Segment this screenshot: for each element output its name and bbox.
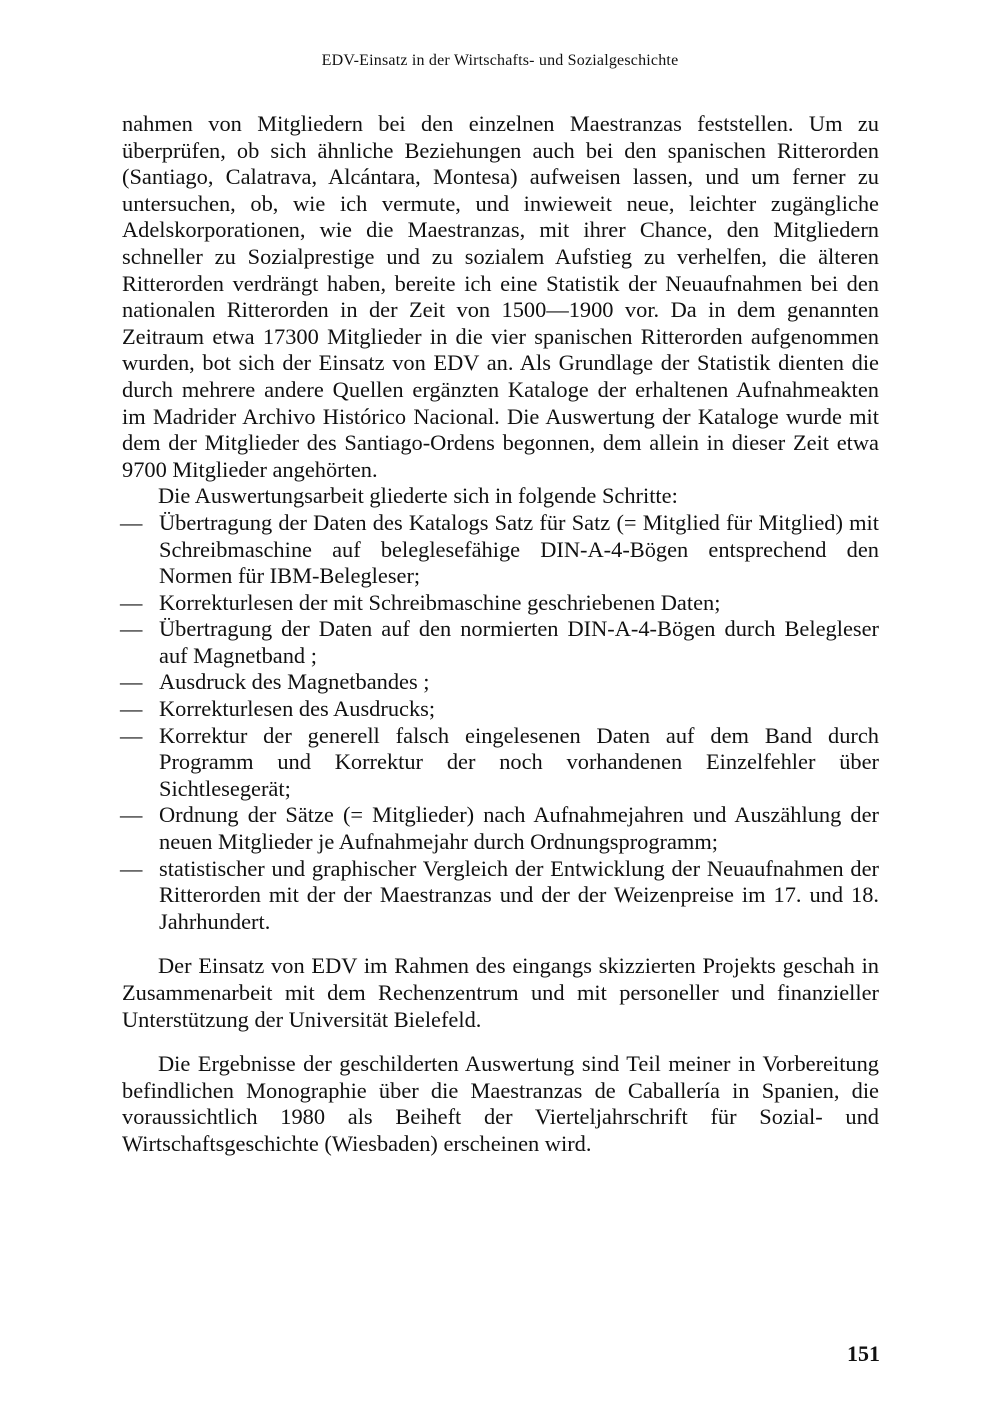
list-item: [122, 616, 879, 669]
steps-list: [122, 510, 879, 936]
dash-bullet: —: [120, 802, 143, 828]
list-item-text: Korrekturlesen der mit Schreibmaschine geschriebenen Daten;: [159, 589, 721, 615]
paragraph-edv-cooperation: Der Einsatz von EDV im Rahmen des eingangs skizzierten Projekts geschah in Zusammenarbeit mit dem Rechenzentrum und mit personeller und finanzieller Unterstützung der Universität Bielefeld.: [122, 953, 879, 1032]
paragraph-continuation: nahmen von Mitgliedern bei den einzelnen Maestranzas feststellen. Um zu überprüfen, ob sich ähnliche Beziehungen auch bei den spanischen Ritterorden (Santiago, Calatrava, Alcántara, Montesa) aufweisen lassen, und um ferner zu untersuchen, ob, wie ich vermute, und inwieweit neue, leichter zugängliche Adelskorporationen, wie die Maestranzas, mit ihrer Chance, den Mitgliedern schneller zu Sozialprestige und zu sozialem Aufstieg zu verhelfen, die älteren Ritterorden verdrängt haben, bereite ich eine Statistik der Neuaufnahmen bei den nationalen Ritterorden in der Zeit von 1500—1900 vor. Da in dem genannten Zeitraum etwa 17300 Mitglieder in die vier spanischen Ritterorden aufgenommen wurden, bot sich der Einsatz von EDV an. Als Grundlage der Statistik dienten die durch mehrere andere Quellen ergänzten Kataloge der erhaltenen Aufnahmeakten im Madrider Archivo Histórico Nacional. Die Auswertung der Kataloge wurde mit dem der Mitglieder des Santiago-Ordens begonnen, dem allein in dieser Zeit etwa 9700 Mitglieder angehörten.: [122, 111, 879, 482]
list-item: [122, 669, 879, 696]
page-number: 151: [847, 1341, 880, 1366]
body-text: [122, 111, 879, 1158]
dash-bullet: —: [120, 855, 143, 881]
dash-bullet: —: [120, 589, 143, 615]
dash-bullet: —: [120, 616, 143, 642]
list-item: [122, 696, 879, 723]
dash-bullet: —: [120, 696, 143, 722]
list-item-text: Ordnung der Sätze (= Mitglieder) nach Aufnahmejahren und Auszählung der neuen Mitglieder je Aufnahmejahr durch Ordnungsprogramm;: [159, 802, 879, 855]
list-item-text: Ausdruck des Magnetbandes ;: [159, 669, 430, 695]
paragraph-steps-intro: Die Auswertungsarbeit gliederte sich in folgende Schritte:: [158, 483, 678, 509]
dash-bullet: —: [120, 722, 143, 748]
list-item: [122, 723, 879, 803]
list-item-text: Übertragung der Daten auf den normierten DIN-A-4-Bögen durch Belegleser auf Magnetband ;: [159, 616, 879, 668]
list-item-text: Korrektur der generell falsch eingelesenen Daten auf dem Band durch Programm und Korrektur der noch vorhandenen Einzelfehler über Sichtlesegerät;: [159, 722, 879, 801]
dash-bullet: —: [120, 509, 143, 535]
list-item: [122, 856, 879, 936]
dash-bullet: —: [120, 669, 143, 695]
running-header: EDV-Einsatz in der Wirtschafts- und Sozialgeschichte: [321, 52, 679, 69]
list-item-text: Korrekturlesen des Ausdrucks;: [159, 696, 436, 722]
list-item: [122, 802, 879, 855]
paragraph-results: Die Ergebnisse der geschilderten Auswertung sind Teil meiner in Vorbereitung befindlichen Monographie über die Maestranzas de Caballería in Spanien, die voraussichtlich 1980 als Beiheft der Vierteljahrschrift für Sozial- und Wirtschaftsgeschichte (Wiesbaden) erscheinen wird.: [122, 1051, 879, 1156]
list-item: [122, 590, 879, 617]
list-item-text: Übertragung der Daten des Katalogs Satz für Satz (= Mitglied für Mitglied) mit Schreibmaschine auf beleglesefähige DIN-A-4-Bögen entsprechend den Normen für IBM-Belegleser;: [159, 509, 879, 589]
list-item: [122, 510, 879, 590]
list-item-text: statistischer und graphischer Vergleich der Entwicklung der Neuaufnahmen der Ritterorden mit der der Maestranzas und der der Weizenpreise im 17. und 18. Jahrhundert.: [159, 855, 879, 934]
